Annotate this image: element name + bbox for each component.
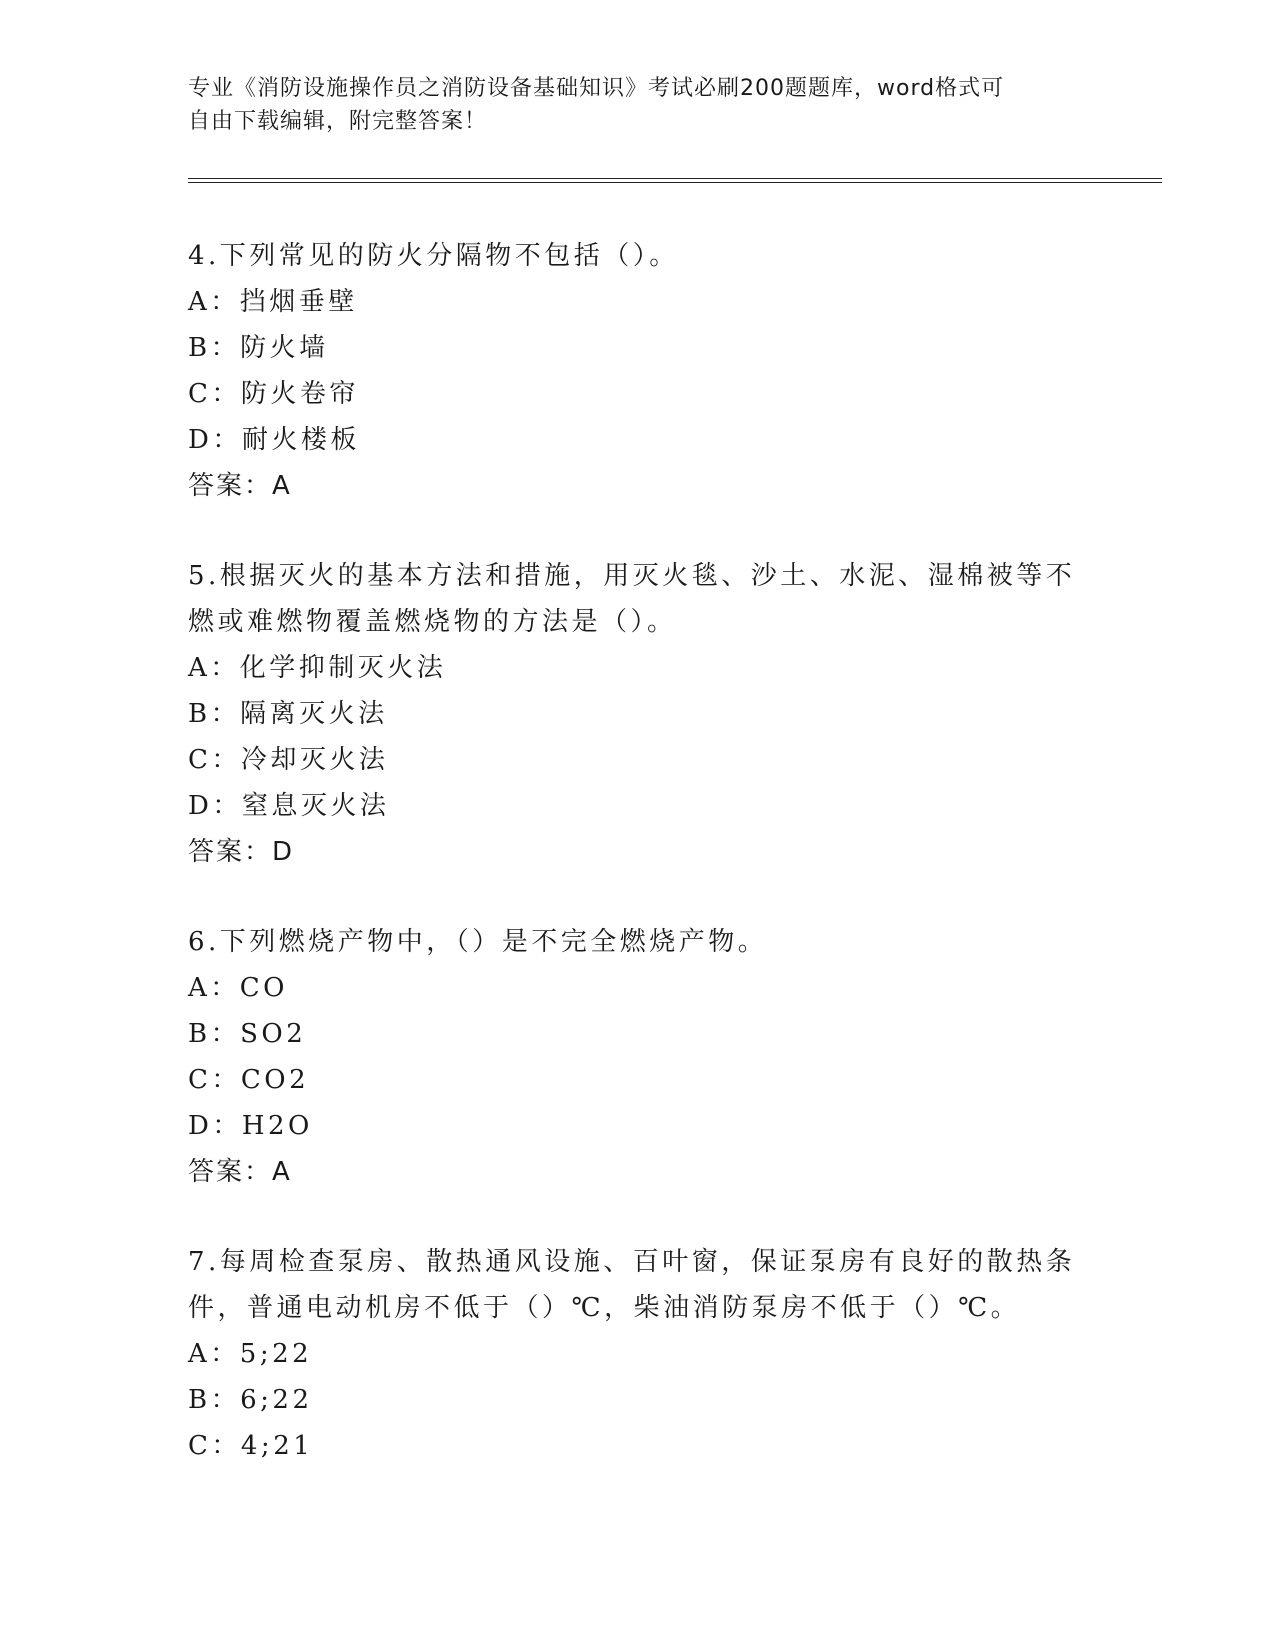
answer: 答案：A xyxy=(188,1157,292,1187)
option-a: A：化学抑制灭火法 xyxy=(188,653,447,683)
question-stem-continued: 件，普通电动机房不低于（）℃，柴油消防泵房不低于（）℃。 xyxy=(188,1293,1021,1323)
option-a: A：CO xyxy=(188,973,288,1003)
option-d: D：H2O xyxy=(188,1111,313,1141)
option-c: C：CO2 xyxy=(188,1065,310,1095)
question-4 xyxy=(188,233,1088,509)
question-list xyxy=(188,233,1088,1513)
option-b: B：SO2 xyxy=(188,1019,307,1049)
option-a: A：5;22 xyxy=(188,1339,313,1369)
option-c: C：4;21 xyxy=(188,1431,314,1461)
answer: 答案：D xyxy=(188,837,295,867)
option-c: C：防火卷帘 xyxy=(188,379,359,409)
option-c: C：冷却灭火法 xyxy=(188,745,389,775)
answer: 答案：A xyxy=(188,471,292,501)
question-5 xyxy=(188,553,1088,875)
question-stem: 7.每周检查泵房、散热通风设施、百叶窗，保证泵房有良好的散热条 xyxy=(188,1247,1076,1277)
question-stem: 6.下列燃烧产物中，（）是不完全燃烧产物。 xyxy=(188,927,768,957)
question-stem: 4.下列常见的防火分隔物不包括（）。 xyxy=(188,241,679,271)
header-line-1: 专业《消防设施操作员之消防设备基础知识》考试必刷200题题库，word格式可 xyxy=(188,76,1005,101)
question-stem: 5.根据灭火的基本方法和措施，用灭火毯、沙土、水泥、湿棉被等不 xyxy=(188,561,1076,591)
document-header xyxy=(188,72,1088,138)
header-double-rule xyxy=(188,178,1162,183)
option-d: D：窒息灭火法 xyxy=(188,791,390,821)
option-d: D：耐火楼板 xyxy=(188,425,360,455)
option-b: B：6;22 xyxy=(188,1385,313,1415)
question-stem-continued: 燃或难燃物覆盖燃烧物的方法是（）。 xyxy=(188,607,677,637)
question-6 xyxy=(188,919,1088,1195)
option-b: B：隔离灭火法 xyxy=(188,699,388,729)
header-line-2: 自由下载编辑，附完整答案！ xyxy=(188,109,488,134)
option-a: A：挡烟垂壁 xyxy=(188,287,358,317)
option-b: B：防火墙 xyxy=(188,333,329,363)
question-7 xyxy=(188,1239,1088,1469)
